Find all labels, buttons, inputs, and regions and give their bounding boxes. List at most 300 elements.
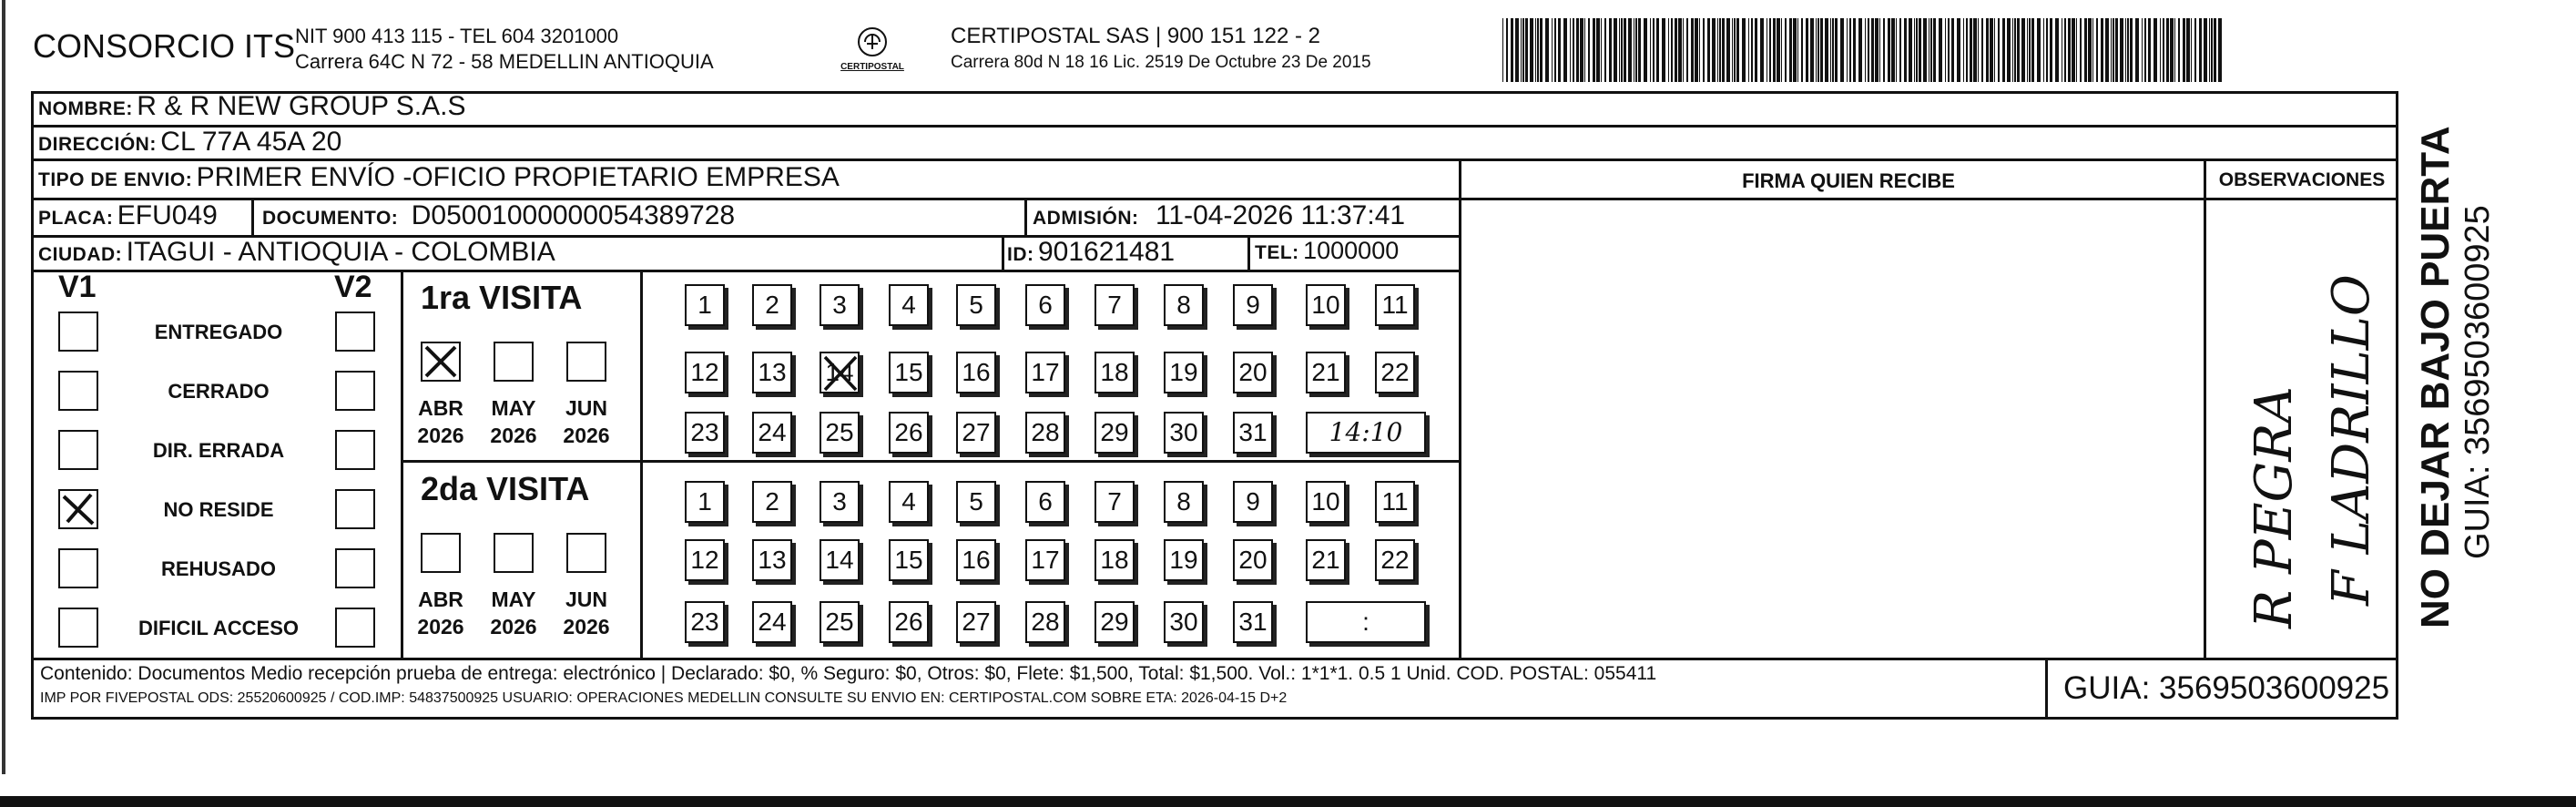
first-visit-day[interactable]: 7 (1095, 284, 1135, 326)
second-visit-day[interactable]: 16 (956, 539, 996, 581)
second-visit-day[interactable]: 26 (889, 601, 929, 643)
month-label: ABR (418, 587, 463, 611)
observacion-handwritten-2: F LADRILLO (2322, 274, 2381, 606)
first-visit-day[interactable]: 30 (1164, 412, 1204, 454)
footer-guia: GUIA: 3569503600925 (2063, 670, 2390, 706)
barcode-bar (1644, 18, 1647, 82)
barcode-bar (2050, 18, 2052, 82)
ciudad-cell (38, 237, 555, 268)
second-visit-day[interactable]: 30 (1164, 601, 1204, 643)
v2-checkbox[interactable] (335, 608, 375, 648)
first-visit-day[interactable]: 16 (956, 352, 996, 393)
barcode-bar (1624, 18, 1626, 82)
documento-cell (262, 200, 735, 231)
direccion-value: CL 77A 45A 20 (160, 127, 342, 157)
barcode-bar (2037, 18, 2041, 82)
certipostal-logo-icon (836, 26, 909, 80)
barcode-bar (1588, 18, 1590, 82)
barcode-bar (1719, 18, 1721, 82)
first-visit-day[interactable]: 21 (1306, 352, 1346, 393)
barcode-bar (1994, 18, 1995, 82)
barcode-bar (1963, 18, 1964, 82)
barcode-bar (2130, 18, 2133, 82)
company-name: CONSORCIO ITS (33, 27, 296, 65)
direccion-label: DIRECCIÓN: (38, 134, 157, 155)
barcode-bar (2153, 18, 2157, 82)
first-visit-day[interactable]: 8 (1164, 284, 1204, 326)
nombre-row (38, 91, 465, 122)
status-label: NO RESIDE (163, 498, 274, 521)
barcode-bar (2092, 18, 2093, 82)
second-visit-day[interactable]: 23 (685, 601, 725, 643)
barcode-bar (2218, 18, 2222, 82)
admision-cell (1033, 200, 1405, 231)
observacion-handwritten-1: R PEGRA (2245, 386, 2304, 628)
status-label: ENTREGADO (154, 321, 283, 343)
second-visit-month-checkbox[interactable] (421, 533, 461, 573)
barcode-bar (1530, 18, 1533, 82)
id-cell (1007, 237, 1175, 268)
barcode-bar (1888, 18, 1890, 82)
barcode-bar (1515, 18, 1519, 82)
barcode-bar (1998, 18, 2000, 82)
second-visit-day[interactable]: 1 (685, 481, 725, 523)
second-visit-day[interactable]: 27 (956, 601, 996, 643)
barcode-bar (1609, 18, 1612, 82)
barcode-bar (1760, 18, 1764, 82)
v1-checkbox[interactable] (58, 430, 98, 470)
year-label: 2026 (490, 424, 537, 447)
barcode-bar (1545, 18, 1549, 82)
status-label: DIR. ERRADA (152, 439, 285, 462)
barcode-bar (1584, 18, 1585, 82)
barcode-bar (1671, 18, 1673, 82)
nombre-label: NOMBRE: (38, 98, 133, 119)
barcode-bar (1978, 18, 1979, 82)
barcode-bar (2204, 18, 2207, 82)
barcode-bar (1853, 18, 1856, 82)
year-label: 2026 (563, 424, 610, 447)
barcode-bar (1707, 18, 1710, 82)
barcode-bar (2002, 18, 2005, 82)
second-visit-day[interactable]: 4 (889, 481, 929, 523)
barcode-bar (1734, 18, 1736, 82)
barcode-bar (2080, 18, 2082, 82)
placa-value: EFU049 (117, 200, 218, 230)
certipostal-license: Carrera 80d N 18 16 Lic. 2519 De Octubre 23 De 2015 (951, 53, 1371, 72)
barcode-bar (1621, 18, 1623, 82)
barcode-bar (1726, 18, 1730, 82)
admision-value: 11-04-2026 11:37:41 (1155, 200, 1406, 230)
barcode-bar (1785, 18, 1787, 82)
barcode-bar (2186, 18, 2190, 82)
first-visit-day[interactable]: 27 (956, 412, 996, 454)
barcode-bar (1580, 18, 1583, 82)
barcode-bar (2115, 18, 2118, 82)
barcode-bar (2029, 18, 2031, 82)
barcode-bar (2084, 18, 2087, 82)
second-visit-day[interactable]: 12 (685, 539, 725, 581)
barcode-bar (1930, 18, 1932, 82)
second-visit-day[interactable]: 18 (1095, 539, 1135, 581)
status-label: CERRADO (168, 380, 270, 403)
first-visit-day[interactable]: 2 (752, 284, 792, 326)
first-visit-day[interactable]: 6 (1025, 284, 1065, 326)
observaciones-header: OBSERVACIONES (2218, 169, 2386, 190)
barcode-bar (2163, 18, 2164, 82)
barcode-bar (1840, 18, 1844, 82)
barcode-bar (1945, 18, 1946, 82)
barcode-bar (1563, 18, 1567, 82)
first-visit-day[interactable]: 12 (685, 352, 725, 393)
barcode-bar (1653, 18, 1655, 82)
barcode-bar (1891, 18, 1895, 82)
barcode-bar (2111, 18, 2112, 82)
barcode-bar (1614, 18, 1617, 82)
first-visit-day[interactable]: 24 (752, 412, 792, 454)
second-visit-day[interactable]: 6 (1025, 481, 1065, 523)
second-visit-day[interactable]: 9 (1233, 481, 1273, 523)
barcode-bar (1899, 18, 1901, 82)
second-visit-day[interactable]: 31 (1233, 601, 1273, 643)
first-visit-day[interactable]: 22 (1375, 352, 1415, 393)
v2-checkbox[interactable] (335, 371, 375, 411)
barcode-bar (1683, 18, 1684, 82)
barcode-bar (2027, 18, 2028, 82)
barcode-bar (1736, 18, 1739, 82)
second-visit-day[interactable]: 20 (1233, 539, 1273, 581)
barcode-bar (1951, 18, 1954, 82)
barcode-bar (1656, 18, 1659, 82)
v2-checkbox[interactable] (335, 430, 375, 470)
barcode-bar (1816, 18, 1817, 82)
first-visit-day[interactable]: 29 (1095, 412, 1135, 454)
barcode-bar (1686, 18, 1688, 82)
barcode-bar (1896, 18, 1897, 82)
v1-checkbox[interactable] (58, 608, 98, 648)
v1-checkbox[interactable] (58, 371, 98, 411)
company-nit: NIT 900 413 115 - TEL 604 3201000 (295, 25, 619, 47)
barcode-bar (1909, 18, 1912, 82)
second-visit-month-checkbox[interactable] (566, 533, 606, 573)
first-visit-month-checkbox[interactable] (421, 342, 461, 382)
first-visit-time[interactable]: 14:10 (1306, 412, 1426, 454)
barcode-bar (1817, 18, 1819, 82)
barcode-bar (2160, 18, 2161, 82)
barcode-bar (1835, 18, 1838, 82)
barcode-bar (1628, 18, 1632, 82)
barcode-bar (1875, 18, 1879, 82)
second-visit-day[interactable]: 29 (1095, 601, 1135, 643)
barcode-bar (1966, 18, 1968, 82)
barcode-bar (1789, 18, 1792, 82)
tipo-row (38, 162, 840, 193)
second-visit-day[interactable]: 3 (820, 481, 860, 523)
v2-checkbox[interactable] (335, 548, 375, 588)
first-visit-day[interactable]: 5 (956, 284, 996, 326)
barcode-bar (1970, 18, 1972, 82)
month-label: MAY (491, 587, 536, 611)
barcode-bar (1678, 18, 1682, 82)
barcode-bar (1847, 18, 1848, 82)
second-visit-title: 2da VISITA (421, 470, 590, 507)
barcode-bar (1717, 18, 1718, 82)
barcode-bar (2105, 18, 2109, 82)
tipo-label: TIPO DE ENVIO: (38, 169, 193, 190)
barcode-bar (1879, 18, 1880, 82)
barcode-bar (1832, 18, 1834, 82)
barcode-bar (1522, 18, 1524, 82)
barcode-bar (1981, 18, 1983, 82)
year-label: 2026 (490, 615, 537, 638)
barcode-bar (1793, 18, 1797, 82)
barcode-bar (1923, 18, 1927, 82)
barcode-bar (1525, 18, 1528, 82)
barcode-bar (2055, 18, 2059, 82)
barcode-bar (2068, 18, 2071, 82)
barcode-bar (2211, 18, 2213, 82)
first-visit-day[interactable]: 25 (820, 412, 860, 454)
barcode-bar (1570, 18, 1571, 82)
check-mark-icon (821, 353, 861, 395)
barcode-bar (2072, 18, 2075, 82)
second-visit-day[interactable]: 10 (1306, 481, 1346, 523)
barcode-bar (1858, 18, 1862, 82)
first-visit-day[interactable]: 13 (752, 352, 792, 393)
first-visit-day[interactable]: 9 (1233, 284, 1273, 326)
year-label: 2026 (563, 615, 610, 638)
certipostal-info: CERTIPOSTAL SAS | 900 151 122 - 2 (951, 24, 1320, 48)
barcode-bar (1939, 18, 1942, 82)
direccion-row (38, 127, 341, 158)
bottom-edge (0, 796, 2576, 807)
barcode-bar (1712, 18, 1716, 82)
v1-checkbox[interactable] (58, 489, 98, 529)
month-label: JUN (565, 396, 607, 420)
barcode-bar (1806, 18, 1808, 82)
v2-checkbox[interactable] (335, 312, 375, 352)
second-visit-day[interactable]: 2 (752, 481, 792, 523)
barcode-bar (1506, 18, 1508, 82)
second-visit-day[interactable]: 8 (1164, 481, 1204, 523)
barcode-bar (2144, 18, 2146, 82)
barcode-bar (1521, 18, 1522, 82)
id-value: 901621481 (1037, 237, 1176, 267)
barcode-bar (1722, 18, 1725, 82)
barcode-bar (2148, 18, 2151, 82)
barcode-bar (2199, 18, 2202, 82)
admision-label: ADMISIÓN: (1033, 208, 1139, 229)
barcode-bar (1871, 18, 1874, 82)
barcode-bar (2012, 18, 2013, 82)
second-visit-time[interactable]: : (1306, 601, 1426, 643)
tel-label: TEL: (1255, 242, 1299, 263)
barcode-bar (1619, 18, 1620, 82)
v2-header: V2 (334, 270, 372, 304)
documento-label: DOCUMENTO: (262, 208, 399, 229)
barcode-bar (2120, 18, 2123, 82)
v1-header: V1 (58, 270, 97, 304)
second-visit-day[interactable]: 15 (889, 539, 929, 581)
placa-cell (38, 200, 218, 231)
barcode-bar (2031, 18, 2034, 82)
barcode-bar (2064, 18, 2066, 82)
barcode-bar (1755, 18, 1757, 82)
second-visit-day[interactable]: 24 (752, 601, 792, 643)
barcode-bar (2088, 18, 2092, 82)
first-visit-day[interactable]: 23 (685, 412, 725, 454)
barcode-bar (2214, 18, 2216, 82)
first-visit-day[interactable]: 26 (889, 412, 929, 454)
company-address: Carrera 64C N 72 - 58 MEDELLIN ANTIOQUIA (295, 50, 714, 73)
barcode-bar (2007, 18, 2011, 82)
barcode-bar (1668, 18, 1669, 82)
first-visit-day[interactable]: 28 (1025, 412, 1065, 454)
barcode-bar (2142, 18, 2143, 82)
second-visit-day[interactable]: 17 (1025, 539, 1065, 581)
documento-value: D05001000000054389728 (411, 200, 736, 230)
first-visit-day[interactable]: 4 (889, 284, 929, 326)
barcode-bar (1781, 18, 1782, 82)
v1-checkbox[interactable] (58, 312, 98, 352)
barcode-bar (2021, 18, 2025, 82)
barcode-bar (2096, 18, 2098, 82)
barcode-bar (1675, 18, 1677, 82)
second-visit-day[interactable]: 5 (956, 481, 996, 523)
barcode-bar (1751, 18, 1753, 82)
barcode-bar (2113, 18, 2114, 82)
barcode-bar (2046, 18, 2048, 82)
barcode-bar (1914, 18, 1915, 82)
year-label: 2026 (417, 615, 464, 638)
barcode-bar (1973, 18, 1977, 82)
first-visit-day[interactable]: 10 (1306, 284, 1346, 326)
barcode-bar (1699, 18, 1700, 82)
second-visit-day[interactable]: 25 (820, 601, 860, 643)
second-visit-day[interactable]: 19 (1164, 539, 1204, 581)
barcode-bar (1502, 18, 1503, 82)
barcode-bar (2076, 18, 2077, 82)
barcode-bar (1596, 18, 1600, 82)
first-visit-title: 1ra VISITA (421, 279, 583, 316)
v2-checkbox[interactable] (335, 489, 375, 529)
barcode-bar (2017, 18, 2020, 82)
second-visit-month-checkbox[interactable] (494, 533, 534, 573)
barcode-bar (1957, 18, 1960, 82)
barcode-bar (1830, 18, 1831, 82)
second-visit-day[interactable]: 14 (820, 539, 860, 581)
barcode-bar (1919, 18, 1921, 82)
barcode-bar (1748, 18, 1749, 82)
first-visit-day[interactable]: 15 (889, 352, 929, 393)
nombre-value: R & R NEW GROUP S.A.S (137, 91, 466, 121)
barcode-bar (2183, 18, 2185, 82)
barcode-bar (1868, 18, 1869, 82)
barcode-bar (1552, 18, 1553, 82)
check-mark-icon (423, 343, 459, 380)
first-visit-day[interactable]: 17 (1025, 352, 1065, 393)
footer-imp: IMP POR FIVEPOSTAL ODS: 25520600925 / COD.IMP: 54837500925 USUARIO: OPERACIONES MEDELLIN CONSULTE SU ENVIO EN: CERTIPOSTAL.COM SOBRE ETA: 2026-04-15 D+2 (40, 690, 1288, 706)
barcode-bar (2174, 18, 2175, 82)
second-visit-day[interactable]: 13 (752, 539, 792, 581)
month-label: ABR (418, 396, 463, 420)
first-visit-day[interactable]: 3 (820, 284, 860, 326)
first-visit-day[interactable] (820, 352, 860, 393)
barcode-bar (1825, 18, 1828, 82)
barcode-bar (1810, 18, 1814, 82)
barcode-bar (1638, 18, 1641, 82)
firma-header: FIRMA QUIEN RECIBE (1742, 169, 1955, 192)
barcode-bar (1554, 18, 1556, 82)
barcode-bar (1777, 18, 1780, 82)
barcode-bar (1904, 18, 1907, 82)
ciudad-value: ITAGUI - ANTIOQUIA - COLOMBIA (126, 237, 555, 267)
barcode-bar (2191, 18, 2192, 82)
placa-label: PLACA: (38, 208, 114, 229)
barcode-bar (1601, 18, 1602, 82)
status-label: REHUSADO (161, 557, 276, 580)
first-visit-day[interactable]: 11 (1375, 284, 1415, 326)
barcode-bar (1573, 18, 1574, 82)
barcode-bar (2014, 18, 2016, 82)
footer-contenido: Contenido: Documentos Medio recepción prueba de entrega: electrónico | Declarado: $0, % Seguro: $0, Otros: $0, Flete: $1,500, Total: $1,500. Vol.: 1*1*1. 0.5 1 Unid. COD. POSTAL: 055411 (40, 663, 1657, 684)
first-visit-day[interactable]: 18 (1095, 352, 1135, 393)
barcode-bar (1732, 18, 1733, 82)
barcode-bar (2209, 18, 2210, 82)
barcode-bar (1558, 18, 1561, 82)
barcode-bar (2101, 18, 2103, 82)
second-visit-day[interactable]: 7 (1095, 481, 1135, 523)
no-dejar-bajo-puerta: NO DEJAR BAJO PUERTA (2413, 126, 2458, 628)
v1-checkbox[interactable] (58, 548, 98, 588)
barcode-bar (1650, 18, 1651, 82)
logo-text: CERTIPOSTAL (840, 62, 904, 72)
barcode-bar (1773, 18, 1776, 82)
tel-cell (1255, 237, 1399, 265)
barcode-bar (1635, 18, 1637, 82)
second-visit-day[interactable]: 22 (1375, 539, 1415, 581)
second-visit-day[interactable]: 28 (1025, 601, 1065, 643)
first-visit-day[interactable]: 31 (1233, 412, 1273, 454)
barcode-bar (1576, 18, 1579, 82)
first-visit-day[interactable]: 19 (1164, 352, 1204, 393)
first-visit-month-checkbox[interactable] (494, 342, 534, 382)
barcode-bar (1865, 18, 1866, 82)
barcode-bar (1769, 18, 1771, 82)
barcode-bar (1540, 18, 1543, 82)
barcode-bar (1990, 18, 1993, 82)
barcode-bar (1883, 18, 1885, 82)
first-visit-day[interactable]: 20 (1233, 352, 1273, 393)
barcode-bar (1511, 18, 1513, 82)
barcode-bar (1691, 18, 1694, 82)
barcode-bar (1742, 18, 1746, 82)
barcode-bar (2135, 18, 2139, 82)
month-label: MAY (491, 396, 536, 420)
first-visit-month-checkbox[interactable] (566, 342, 606, 382)
barcode-bar (1916, 18, 1918, 82)
second-visit-day[interactable]: 21 (1306, 539, 1346, 581)
first-visit-day[interactable]: 1 (685, 284, 725, 326)
second-visit-day[interactable]: 11 (1375, 481, 1415, 523)
tel-value: 1000000 (1303, 237, 1400, 264)
barcode-bar (2127, 18, 2129, 82)
barcode-bar (1695, 18, 1698, 82)
barcode-bar (2170, 18, 2174, 82)
left-edge (2, 0, 5, 774)
barcode-bar (1801, 18, 1803, 82)
barcode-bar (2166, 18, 2169, 82)
